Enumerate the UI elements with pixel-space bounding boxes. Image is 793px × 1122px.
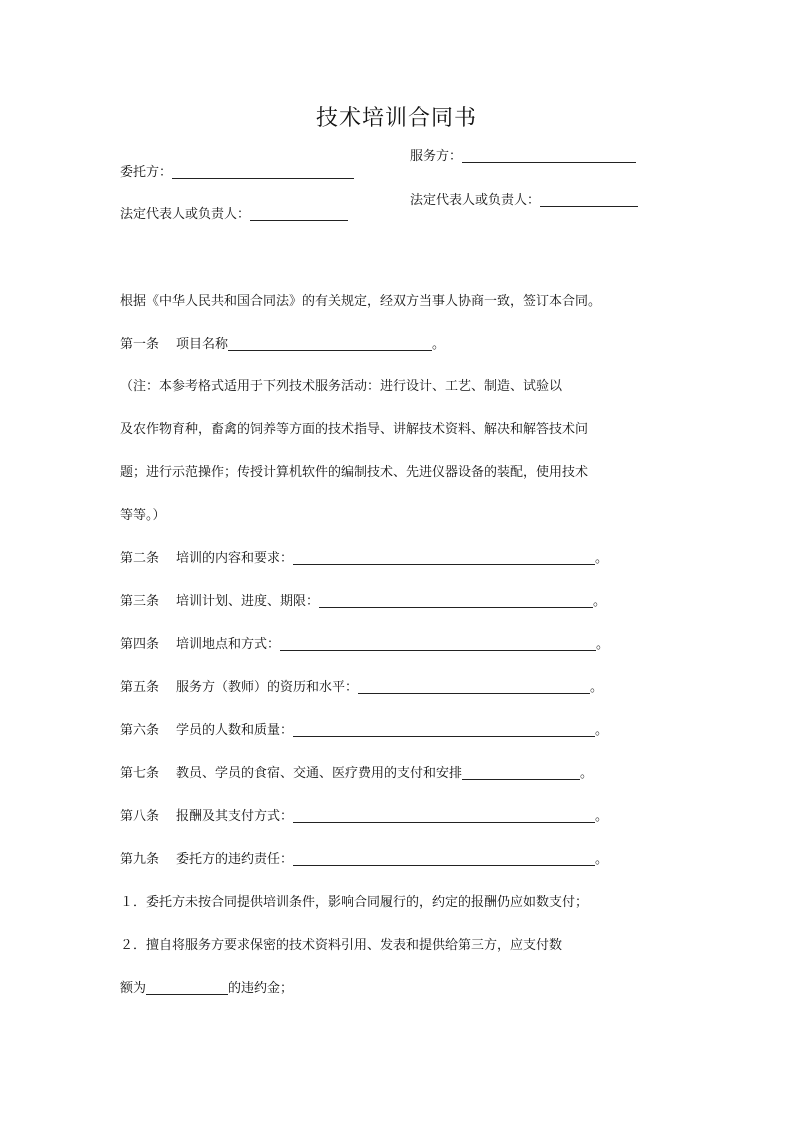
article-8-blank[interactable]	[293, 808, 595, 823]
article-7-blank[interactable]	[462, 765, 580, 780]
end-mark: 。	[596, 637, 610, 652]
end-mark: 。	[590, 680, 604, 695]
breach-item-2-line-1: ２．擅自将服务方要求保密的技术资料引用、发表和提供给第三方，应支付数	[120, 938, 563, 953]
article-1	[120, 336, 445, 354]
article-text: 服务方（教师）的资历和水平：	[176, 680, 359, 695]
end-mark: 。	[595, 852, 609, 867]
article-3-blank[interactable]	[319, 593, 593, 608]
article-text: 报酬及其支付方式：	[176, 809, 294, 824]
end-mark: 。	[580, 766, 594, 781]
article-4	[120, 636, 609, 654]
article-6-blank[interactable]	[293, 722, 595, 737]
intro-paragraph: 根据《中华人民共和国合同法》的有关规定，经双方当事人协商一致，签订本合同。	[120, 294, 602, 309]
item-2-prefix: 额为	[120, 981, 147, 996]
client-party-label: 委托方：	[120, 165, 173, 180]
article-text: 项目名称	[176, 337, 229, 352]
end-mark: 。	[593, 594, 607, 609]
client-rep-line	[120, 206, 348, 224]
end-mark: 。	[595, 809, 609, 824]
article-number: 第三条	[120, 594, 160, 609]
article-1-blank[interactable]	[228, 336, 432, 351]
note-line-3: 题；进行示范操作；传授计算机软件的编制技术、先进仪器设备的装配，使用技术	[120, 465, 589, 480]
end-mark: 。	[432, 337, 446, 352]
article-2	[120, 550, 608, 568]
service-rep-line	[410, 192, 638, 210]
article-text: 学员的人数和质量：	[176, 723, 294, 738]
article-number: 第二条	[120, 551, 160, 566]
item-2-suffix: 的违约金；	[228, 981, 294, 996]
article-3	[120, 593, 606, 611]
end-mark: 。	[595, 551, 609, 566]
article-2-blank[interactable]	[293, 550, 595, 565]
article-number: 第一条	[120, 337, 160, 352]
article-4-blank[interactable]	[280, 636, 596, 651]
article-number: 第八条	[120, 809, 160, 824]
note-line-2: 及农作物育种，畜禽的饲养等方面的技术指导、讲解技术资料、解决和解答技术问	[120, 422, 589, 437]
client-rep-label: 法定代表人或负责人：	[120, 207, 251, 222]
article-number: 第五条	[120, 680, 160, 695]
client-rep-blank[interactable]	[250, 206, 348, 221]
article-5-blank[interactable]	[358, 679, 590, 694]
article-text: 培训计划、进度、期限：	[176, 594, 320, 609]
note-line-1: （注：本参考格式适用于下列技术服务活动：进行设计、工艺、制造、试验以	[120, 379, 563, 394]
article-number: 第四条	[120, 637, 160, 652]
service-party-blank[interactable]	[462, 148, 636, 163]
service-rep-blank[interactable]	[540, 192, 638, 207]
article-text: 培训地点和方式：	[176, 637, 281, 652]
service-party-line	[410, 148, 636, 166]
document-title: 技术培训合同书	[315, 106, 477, 131]
breach-item-1: １．委托方未按合同提供培训条件，影响合同履行的，约定的报酬仍应如数支付；	[120, 895, 589, 910]
article-6	[120, 722, 608, 740]
article-text: 培训的内容和要求：	[176, 551, 294, 566]
article-number: 第七条	[120, 766, 160, 781]
service-party-label: 服务方：	[410, 149, 463, 164]
article-text: 委托方的违约责任：	[176, 852, 294, 867]
penalty-amount-blank[interactable]	[146, 980, 228, 995]
article-5	[120, 679, 603, 697]
client-party-line	[120, 164, 354, 182]
breach-item-2-line-2	[120, 980, 293, 998]
article-text: 教员、学员的食宿、交通、医疗费用的支付和安排	[176, 766, 463, 781]
article-8	[120, 808, 608, 826]
article-number: 第九条	[120, 852, 160, 867]
end-mark: 。	[595, 723, 609, 738]
article-7	[120, 765, 593, 783]
service-rep-label: 法定代表人或负责人：	[410, 193, 541, 208]
note-line-4: 等等。）	[120, 508, 166, 523]
article-9-blank[interactable]	[293, 851, 595, 866]
client-party-blank[interactable]	[172, 164, 354, 179]
article-number: 第六条	[120, 723, 160, 738]
article-9	[120, 851, 608, 869]
